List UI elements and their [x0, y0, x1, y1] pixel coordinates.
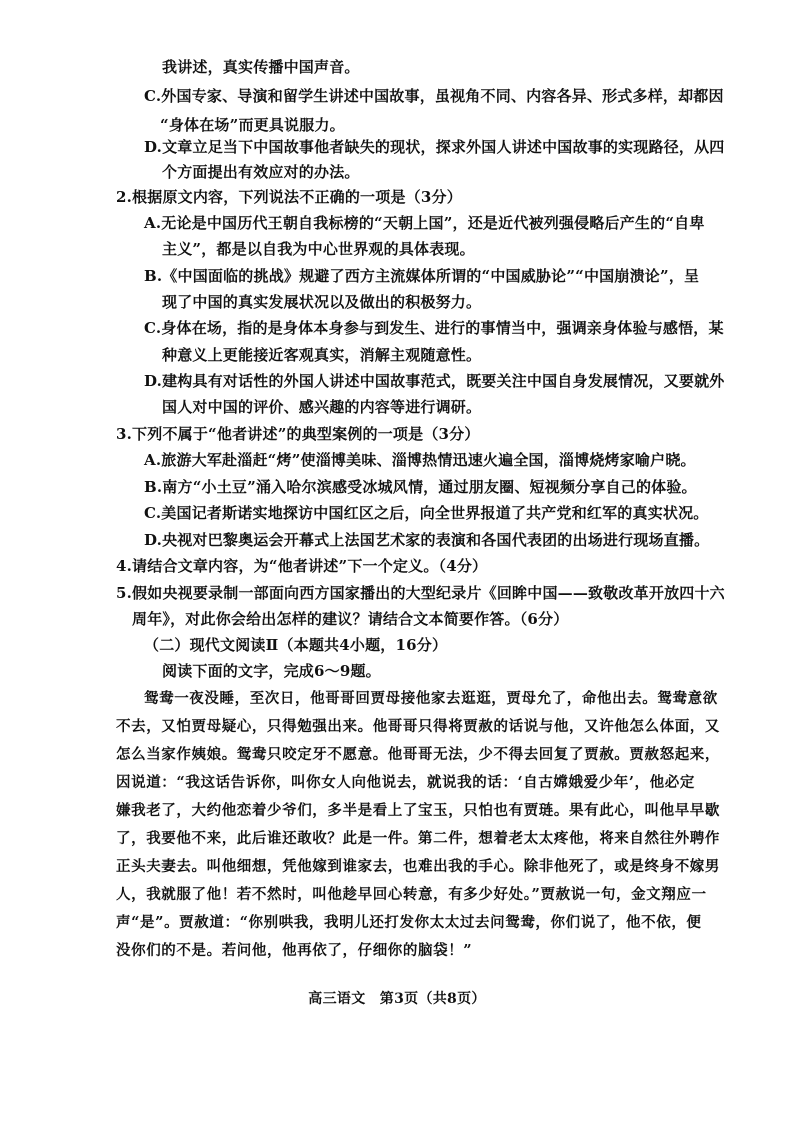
passage-line: 嫌我老了，大约他恋着少爷们，多半是看上了宝玉，只怕也有贾琏。果有此心，叫他早早歇	[116, 802, 720, 819]
q2-option-a-line-1: A.无论是中国历代王朝自我标榜的“天朝上国”，还是近代被列强侵略后产生的“自卑	[144, 214, 705, 232]
q2-option-c-line-1: C.身体在场，指的是身体本身参与到发生、进行的事情当中，强调亲身体验与感悟，某	[144, 319, 724, 337]
q3-option-a: A.旅游大军赴淄赶“烤”使淄博美味、淄博热情迅速火遍全国，淄博烧烤家喻户晓。	[144, 451, 696, 469]
section-heading: （二）现代文阅读Ⅱ（本题共4小题，16分）	[144, 636, 448, 654]
q2-option-a-line-2: 主义”，都是以自我为中心世界观的具体表现。	[162, 240, 475, 258]
question-3-stem: 3.下列不属于“他者讲述”的典型案例的一项是（3分）	[116, 425, 480, 443]
q2-option-b-line-2: 现了中国的真实发展状况以及做出的积极努力。	[162, 293, 482, 311]
q2-option-c-line-2: 种意义上更能接近客观真实，消解主观随意性。	[162, 346, 482, 364]
option-c-line-2: “身体在场”而更具说服力。	[160, 116, 345, 134]
option-c-line-1: C.外国专家、导演和留学生讲述中国故事，虽视角不同、内容各异、形式多样，却都因	[144, 87, 724, 105]
passage-line: 了，我要他不来，此后谁还敢收？此是一件。第二件，想着老太太疼他，将来自然往外聘作	[116, 830, 720, 847]
question-5-line-2: 周年》，对此你会给出怎样的建议？请结合文本简要作答。（6分）	[132, 610, 569, 628]
q2-option-d-line-1: D.建构具有对话性的外国人讲述中国故事范式，既要关注中国自身发展情况，又要就外	[144, 372, 725, 390]
passage-line: 怎么当家作姨娘。鸳鸯只咬定牙不愿意。他哥哥无法，少不得去回复了贾赦。贾赦怒起来，	[116, 746, 720, 763]
q3-option-b: B.南方“小土豆”涌入哈尔滨感受冰城风情，通过朋友圈、短视频分享自己的体验。	[144, 478, 697, 496]
passage-line: 因说道：“我这话告诉你，叫你女人向他说去，就说我的话：‘自古嫦娥爱少年’，他必定	[116, 774, 695, 791]
passage-line: 正头夫妻去。叫他细想，凭他嫁到谁家去，也难出我的手心。除非他死了，或是终身不嫁男	[116, 858, 720, 875]
passage-line: 没你们的不是。若问他，他再依了，仔细你的脑袋！”	[116, 942, 473, 959]
q2-option-d-line-2: 国人对中国的评价、感兴趣的内容等进行调研。	[162, 398, 482, 416]
passage-line: 人，我就服了他！若不然时，叫他趁早回心转意，有多少好处。”贾赦说一句，金文翔应一	[116, 886, 707, 903]
passage-line: 声“是”。贾赦道：“你别哄我，我明儿还打发你太太过去问鸳鸯，你们说了，他不依，便	[116, 914, 702, 931]
section-instruction: 阅读下面的文字，完成6～9题。	[162, 662, 381, 680]
q3-option-d: D.央视对巴黎奥运会开幕式上法国艺术家的表演和各国代表团的出场进行现场直播。	[144, 531, 710, 549]
q3-option-c: C.美国记者斯诺实地探访中国红区之后，向全世界报道了共产党和红军的真实状况。	[144, 504, 709, 522]
passage-line: 不去，又怕贾母疑心，只得勉强出来。他哥哥只得将贾赦的话说与他，又许他怎么体面，又	[116, 718, 720, 735]
option-d-line-2: 个方面提出有效应对的办法。	[162, 163, 360, 181]
question-2-stem: 2.根据原文内容，下列说法不正确的一项是（3分）	[116, 188, 462, 206]
page-footer: 高三语文 第3页（共8页）	[308, 991, 486, 1007]
option-b-continuation: 我讲述，真实传播中国声音。	[162, 58, 360, 76]
question-4: 4.请结合文章内容，为“他者讲述”下一个定义。（4分）	[116, 557, 488, 575]
question-5-line-1: 5.假如央视要录制一部面向西方国家播出的大型纪录片《回眸中国——致敬改革开放四十六	[116, 584, 725, 602]
option-d-line-1: D.文章立足当下中国故事他者缺失的现状，探求外国人讲述中国故事的实现路径，从四	[144, 138, 725, 156]
q2-option-b-line-1: B.《中国面临的挑战》规避了西方主流媒体所谓的“中国威胁论”“中国崩溃论”，呈	[144, 267, 700, 285]
passage-line: 鸳鸯一夜没睡，至次日，他哥哥回贾母接他家去逛逛，贾母允了，命他出去。鸳鸯意欲	[144, 690, 718, 707]
